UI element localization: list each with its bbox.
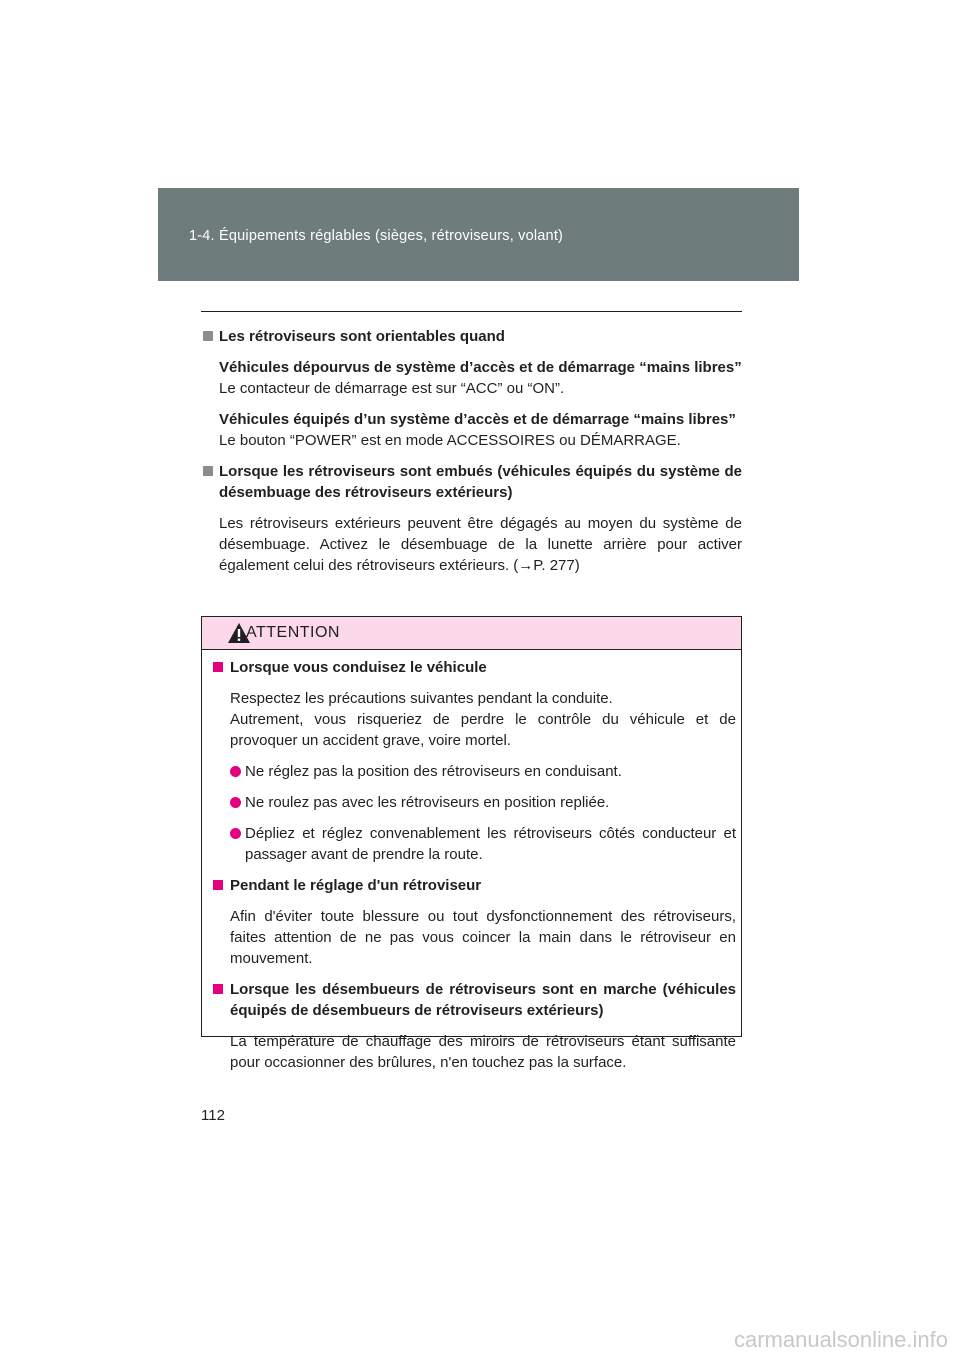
subsection-without-smart-key xyxy=(201,357,742,399)
subsection-text: Le bouton “POWER” est en mode ACCESSOIRES ou DÉMARRAGE. xyxy=(219,432,681,449)
watermark: carmanualsonline.info xyxy=(733,1327,948,1352)
section-heading-mirrors-adjustable: Les rétroviseurs sont orientables quand xyxy=(201,326,742,347)
magenta-dot-icon xyxy=(230,797,241,808)
warning-body xyxy=(212,657,736,1073)
magenta-square-icon xyxy=(213,984,223,994)
warning-text: Respectez les précautions suivantes pendant la conduite. xyxy=(230,690,613,707)
warning-text: Afin d'éviter toute blessure ou tout dysfonctionnement des rétroviseurs, faites attention de ne pas vous coincer la main dans le rétroviseur en mouvement. xyxy=(230,908,736,967)
section-heading-fogged-mirrors: Lorsque les rétroviseurs sont embués (véhicules équipés du système de désembuage des rétroviseurs extérieurs) xyxy=(201,461,742,503)
warning-bullet-item: Ne réglez pas la position des rétroviseurs en conduisant. xyxy=(212,761,736,782)
warning-title: ATTENTION xyxy=(246,624,340,641)
warning-bullet-item: Dépliez et réglez convenablement les rétroviseurs côtés conducteur et passager avant de prendre la route. xyxy=(212,823,736,865)
chapter-header-band xyxy=(158,188,799,281)
gray-square-icon xyxy=(203,331,213,341)
page-number: 112 xyxy=(201,1107,225,1124)
warning-header xyxy=(202,617,741,650)
subsection-text: Le contacteur de démarrage est sur “ACC” ou “ON”. xyxy=(219,380,565,397)
section-text-defogger: Les rétroviseurs extérieurs peuvent être dégagés au moyen du système de désembuage. Activez le désembuage de la lunette arrière pour activer également celui des rétroviseurs extérieurs. (→P. 277) xyxy=(219,515,742,574)
warning-heading-adjusting: Pendant le réglage d'un rétroviseur xyxy=(212,875,736,896)
magenta-dot-icon xyxy=(230,766,241,777)
warning-text: La température de chauffage des miroirs de rétroviseurs étant suffisante pour occasionner des brûlures, n'en touchez pas la surface. xyxy=(230,1033,736,1071)
subsection-with-smart-key xyxy=(201,409,742,451)
main-content xyxy=(201,326,742,576)
magenta-square-icon xyxy=(213,880,223,890)
warning-box xyxy=(201,616,742,1071)
subsection-heading: Véhicules dépourvus de système d’accès et de démarrage “mains libres” xyxy=(219,359,742,376)
warning-bullet-item: Ne roulez pas avec les rétroviseurs en position repliée. xyxy=(212,792,736,813)
subsection-heading: Véhicules équipés d’un système d’accès et de démarrage “mains libres” xyxy=(219,411,736,428)
chapter-section-title: 1-4. Équipements réglables (sièges, rétroviseurs, volant) xyxy=(189,228,564,244)
warning-text: Autrement, vous risqueriez de perdre le contrôle du véhicule et de provoquer un accident grave, voire mortel. xyxy=(230,711,736,749)
warning-heading-driving: Lorsque vous conduisez le véhicule xyxy=(212,657,736,678)
warning-heading-defoggers: Lorsque les désembueurs de rétroviseurs sont en marche (véhicules équipés de désembueurs de rétroviseurs extérieurs) xyxy=(212,979,736,1021)
gray-square-icon xyxy=(203,466,213,476)
top-divider xyxy=(201,311,742,312)
magenta-square-icon xyxy=(213,662,223,672)
magenta-dot-icon xyxy=(230,828,241,839)
